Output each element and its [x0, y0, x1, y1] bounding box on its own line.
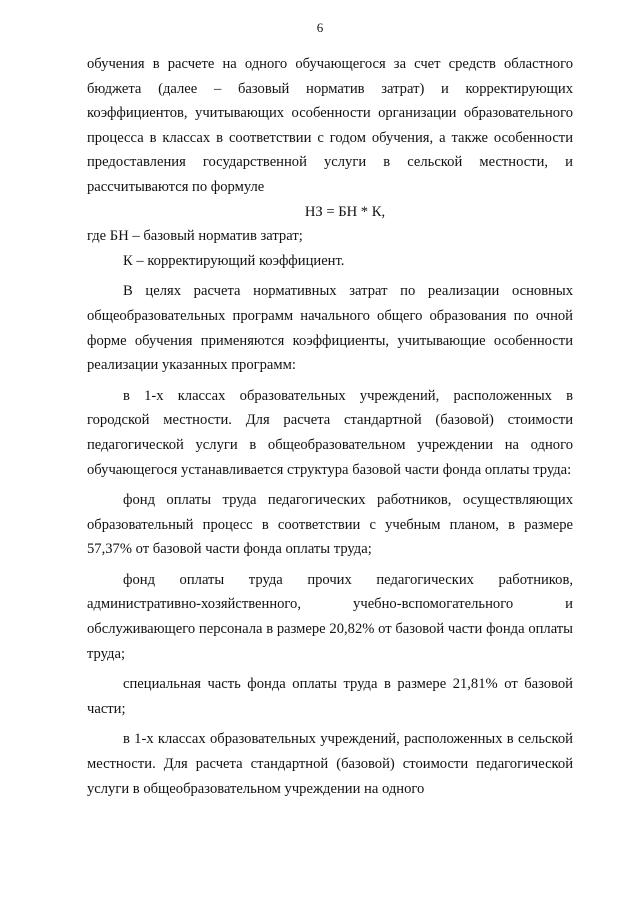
- formula: НЗ = БН * К,: [304, 203, 386, 220]
- paragraph-where-bn: где БН – базовый норматив затрат;: [87, 228, 303, 245]
- paragraph-rural-first-grade: в 1-х классах образовательных учреждений, расположенных в сельской местности. Для расчета стандартной (базовой) стоимости педагогической услуги в общеобразовательном учреждении на одного: [87, 731, 573, 797]
- paragraph-k-definition: К – корректирующий коэффициент.: [123, 252, 345, 269]
- paragraph-urban-first-grade: в 1-х классах образовательных учреждений, расположенных в городской местности. Для расчета стандартной (базовой) стоимости педагогической услуги в общеобразовательном учреждении на одного обучающегося устанавливается структура базовой части фонда оплаты труда:: [87, 387, 573, 478]
- paragraph-special-part: специальная часть фонда оплаты труда в размере 21,81% от базовой части;: [87, 676, 573, 717]
- paragraph-intro: обучения в расчете на одного обучающегося за счет средств областного бюджета (далее – базовый норматив затрат) и корректирующих коэффициентов, учитывающих особенности организации образовательного процесса в классах в соответствии с годом обучения, а также особенности предоставления государственной услуги в сельской местности, и рассчитываются по формуле: [87, 56, 573, 195]
- paragraph-coefficients-intro: В целях расчета нормативных затрат по реализации основных общеобразовательных программ начального общего образования по очной форме обучения применяются коэффициенты, учитывающие особенности реализации указанных программ:: [87, 283, 573, 374]
- paragraph-teachers-fund: фонд оплаты труда педагогических работников, осуществляющих образовательный процесс в соответствии с учебным планом, в размере 57,37% от базовой части фонда оплаты труда;: [87, 492, 573, 558]
- page-number: 6: [316, 20, 324, 35]
- document-body: [87, 52, 573, 801]
- paragraph-other-staff-fund: фонд оплаты труда прочих педагогических работников, административно-хозяйственного, учебно-вспомогательного и обслуживающего персонала в размере 20,82% от базовой части фонда оплаты труда;: [87, 571, 573, 662]
